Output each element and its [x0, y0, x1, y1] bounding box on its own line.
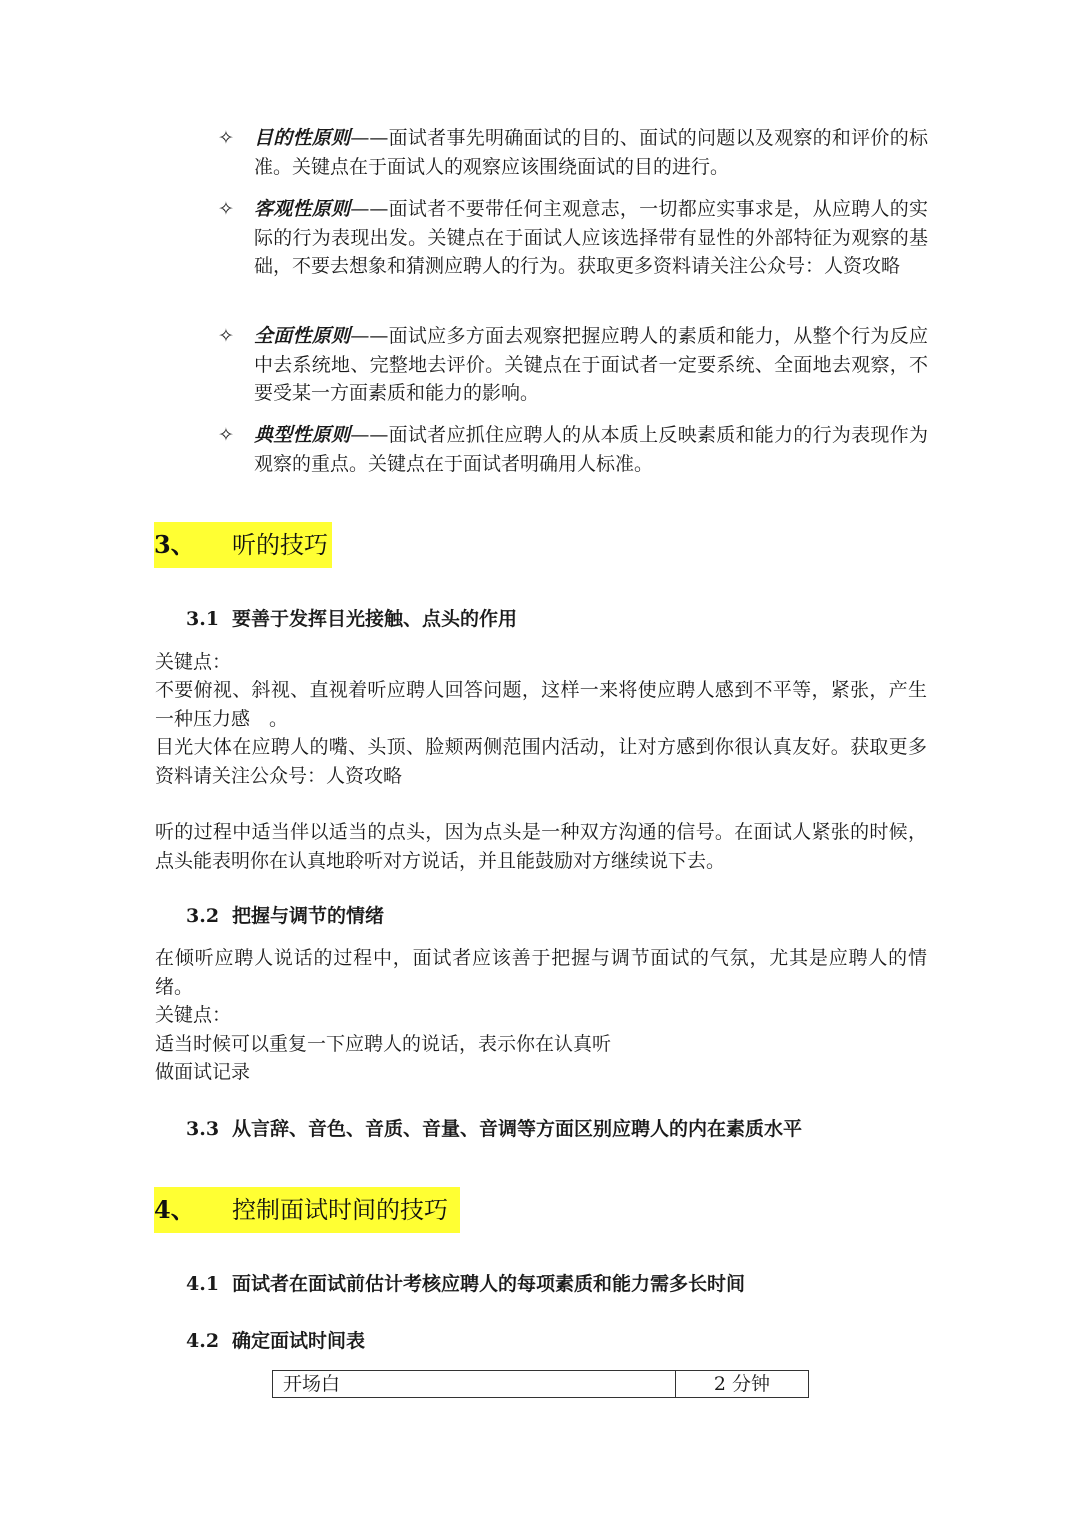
diamond-bullet-icon: ✧ — [218, 424, 234, 446]
paragraph: 关键点： — [155, 1004, 232, 1026]
diamond-bullet-icon: ✧ — [218, 127, 234, 149]
section-title: 控制面试时间的技巧 — [232, 1196, 448, 1224]
subsection-number: 3.2 — [186, 905, 220, 927]
subsection-3-1-heading — [186, 605, 517, 633]
table-cell-time: 2 分钟 — [676, 1371, 809, 1398]
principle-text: ——面试者事先明确面试的目的、面试的问题以及观察的和评价的标准。关键点在于面试人的观察应该围绕面试的目的进行。 — [254, 127, 928, 178]
subsection-3-3-heading — [186, 1115, 802, 1143]
diamond-bullet-icon: ✧ — [218, 325, 234, 347]
subsection-title: 确定面试时间表 — [232, 1330, 366, 1352]
subsection-number: 4.1 — [186, 1273, 220, 1295]
paragraph: 目光大体在应聘人的嘴、头顶、脸颊两侧范围内活动，让对方感到你很认真友好。获取更多资料请关注公众号：人资攻略 — [155, 736, 927, 787]
subsection-title: 面试者在面试前估计考核应聘人的每项素质和能力需多长时间 — [232, 1273, 746, 1295]
principle-item — [218, 124, 928, 181]
section-3-heading — [154, 522, 332, 568]
paragraph: 做面试记录 — [155, 1061, 251, 1083]
paragraph: 不要俯视、斜视、直视着听应聘人回答问题，这样一来将使应聘人感到不平等，紧张，产生一种压力感 。 — [155, 679, 927, 730]
paragraph: 关键点： — [155, 651, 232, 673]
interview-time-table — [272, 1370, 809, 1398]
principle-term: 客观性原则 — [254, 198, 351, 220]
subsection-3-2-heading — [186, 902, 384, 930]
paragraph: 适当时候可以重复一下应聘人的说话，表示你在认真听 — [155, 1033, 612, 1055]
principle-item — [218, 195, 928, 281]
principle-text: ——面试者不要带任何主观意志，一切都应实事求是，从应聘人的实际的行为表现出发。关键点在于面试人应该选择带有显性的外部特征为观察的基础，不要去想象和猜测应聘人的行为。获取更多资料请关注公众号：人资攻略 — [254, 198, 928, 277]
subsection-number: 4.2 — [186, 1330, 220, 1352]
principle-item — [218, 322, 928, 408]
table-cell-item: 开场白 — [273, 1371, 676, 1398]
subsection-title: 从言辞、音色、音质、音量、音调等方面区别应聘人的内在素质水平 — [232, 1118, 803, 1140]
principle-term: 全面性原则 — [254, 325, 351, 347]
paragraph: 听的过程中适当伴以适当的点头，因为点头是一种双方沟通的信号。在面试人紧张的时候，点头能表明你在认真地聆听对方说话，并且能鼓励对方继续说下去。 — [155, 821, 927, 872]
subsection-title: 要善于发挥目光接触、点头的作用 — [232, 608, 518, 630]
principle-term: 典型性原则 — [254, 424, 351, 446]
section-number: 3、 — [154, 530, 195, 559]
principle-item — [218, 421, 928, 478]
section-number: 4、 — [154, 1195, 195, 1224]
subsection-number: 3.3 — [186, 1118, 220, 1140]
paragraph: 在倾听应聘人说话的过程中，面试者应该善于把握与调节面试的气氛，尤其是应聘人的情绪。 — [155, 947, 927, 998]
subsection-title: 把握与调节的情绪 — [232, 905, 385, 927]
subsection-4-1-heading — [186, 1270, 745, 1298]
section-title: 听的技巧 — [232, 531, 328, 559]
principle-text: ——面试者应抓住应聘人的从本质上反映素质和能力的行为表现作为观察的重点。关键点在于面试者明确用人标准。 — [254, 424, 928, 475]
table-row — [273, 1371, 809, 1398]
principle-text: ——面试应多方面去观察把握应聘人的素质和能力，从整个行为反应中去系统地、完整地去评价。关键点在于面试者一定要系统、全面地去观察，不要受某一方面素质和能力的影响。 — [254, 325, 928, 404]
subsection-number: 3.1 — [186, 608, 220, 630]
subsection-4-2-heading — [186, 1327, 365, 1355]
section-4-heading — [154, 1187, 460, 1233]
principle-term: 目的性原则 — [254, 127, 351, 149]
diamond-bullet-icon: ✧ — [218, 198, 234, 220]
